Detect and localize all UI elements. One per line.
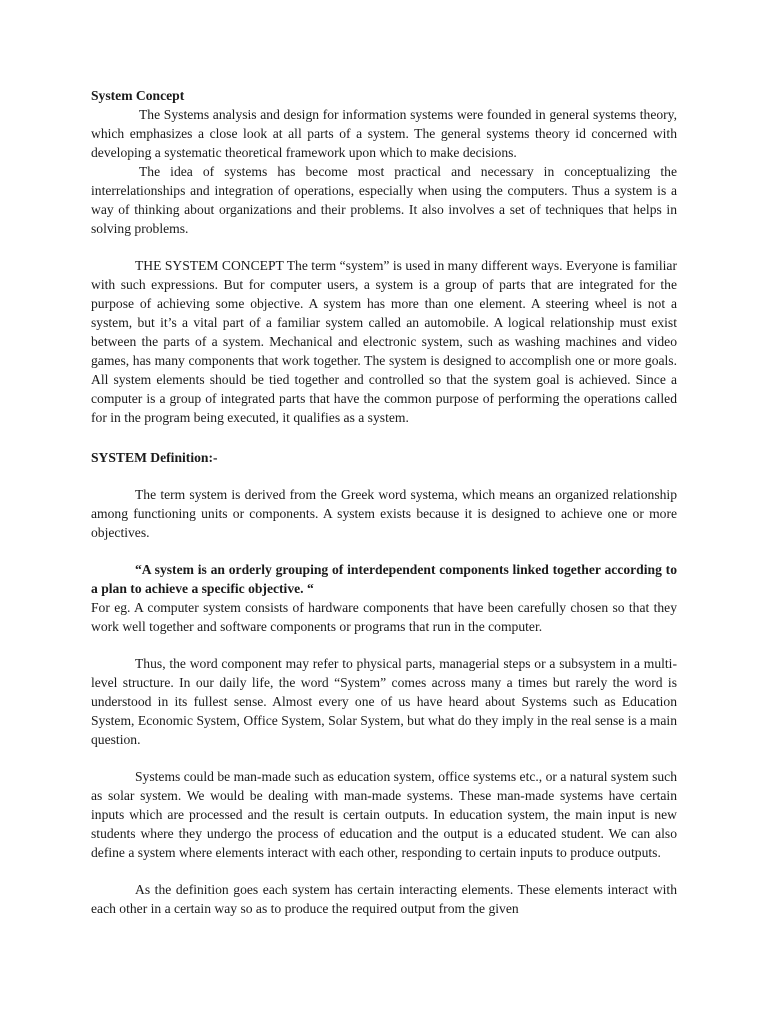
paragraph-spacer <box>91 427 677 448</box>
definition-quote: “A system is an orderly grouping of interdependent components linked together according to a plan to achieve a specific objective. “ <box>91 562 677 596</box>
component-paragraph: Thus, the word component may refer to physical parts, managerial steps or a subsystem in a multi-level structure. In our daily life, the word “System” comes across many a times but rarely the word is understood in its fullest sense. Almost every one of us have heard about Systems such as Education System, Economic System, Office System, Solar System, but what do they imply in the real sense is a main question. <box>91 656 677 747</box>
definition-paragraph: The term system is derived from the Greek word systema, which means an organized relationship among functioning units or components. A system exists because it is designed to achieve one or more objectives. <box>91 487 677 540</box>
paragraph-spacer <box>91 749 677 767</box>
manmade-systems-paragraph: Systems could be man-made such as education system, office systems etc., or a natural system such as solar system. We would be dealing with man-made systems. These man-made systems have certain inputs which are processed and the result is certain outputs. In education system, the main input is new students where they undergo the process of education and the output is a educated student. We can also define a system where elements interact with each other, responding to certain inputs to produce outputs. <box>91 769 677 860</box>
intro-paragraph-1: The Systems analysis and design for information systems were founded in general systems theory, which emphasizes a close look at all parts of a system. The general systems theory id concerned with developing a systematic theoretical framework upon which to make decisions. <box>91 107 677 160</box>
paragraph-spacer <box>91 467 677 485</box>
document-body <box>91 86 677 918</box>
system-concept-paragraph: THE SYSTEM CONCEPT The term “system” is used in many different ways. Everyone is familiar with such expressions. But for computer users, a system is a group of parts that are integrated for the purpose of achieving some objective. A system has more than one element. A steering wheel is not a system, but it’s a vital part of a familiar system called an automobile. A logical relationship must exist between the parts of a system. Mechanical and electronic system, such as washing machines and video games, has many components that work together. The system is designed to accomplish one or more goals. All system elements should be tied together and controlled so that the system goal is achieved. Since a computer is a group of integrated parts that have the common purpose of performing the operations called for in the program being executed, it qualifies as a system. <box>91 258 677 425</box>
example-paragraph: For eg. A computer system consists of hardware components that have been carefully chosen so that they work well together and software components or programs that run in the computer. <box>91 600 677 634</box>
paragraph-spacer <box>91 238 677 256</box>
paragraph-spacer <box>91 862 677 880</box>
paragraph-spacer <box>91 542 677 560</box>
paragraph-spacer <box>91 636 677 654</box>
definition-heading: SYSTEM Definition:- <box>91 450 218 465</box>
section-title: System Concept <box>91 88 185 103</box>
interacting-elements-paragraph: As the definition goes each system has certain interacting elements. These elements interact with each other in a certain way so as to produce the required output from the given <box>91 882 677 916</box>
intro-paragraph-2: The idea of systems has become most practical and necessary in conceptualizing the interrelationships and integration of operations, especially when using the computers. Thus a system is a way of thinking about organizations and their problems. It also involves a set of techniques that helps in solving problems. <box>91 164 677 236</box>
